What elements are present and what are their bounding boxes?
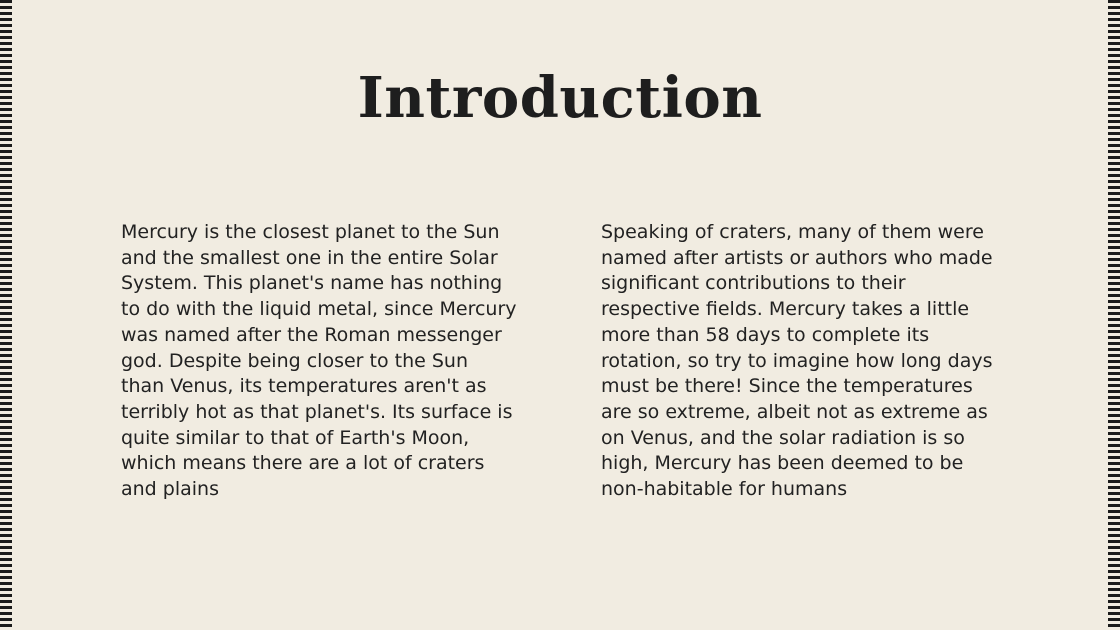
intro-paragraph-right: Speaking of craters, many of them were named after artists or authors who made significant contributions to their respective fields. Mercury takes a little more than 58 days to complete its rotation, so try to imagine how long days must be there! Since the temperatures are so extreme, albeit not as extreme as on Venus, and the solar radiation is so high, Mercury has been deemed to be non-habitable for humans xyxy=(601,221,993,501)
slide-title: Introduction xyxy=(357,65,763,131)
intro-paragraph-left: Mercury is the closest planet to the Sun and the smallest one in the entire Solar System. This planet's name has nothing to do with the liquid metal, since Mercury was named after the Roman messenger god. Despite being closer to the Sun than Venus, its temperatures aren't as terribly hot as that planet's. Its surface is quite similar to that of Earth's Moon, which means there are a lot of craters and plains xyxy=(121,221,517,501)
